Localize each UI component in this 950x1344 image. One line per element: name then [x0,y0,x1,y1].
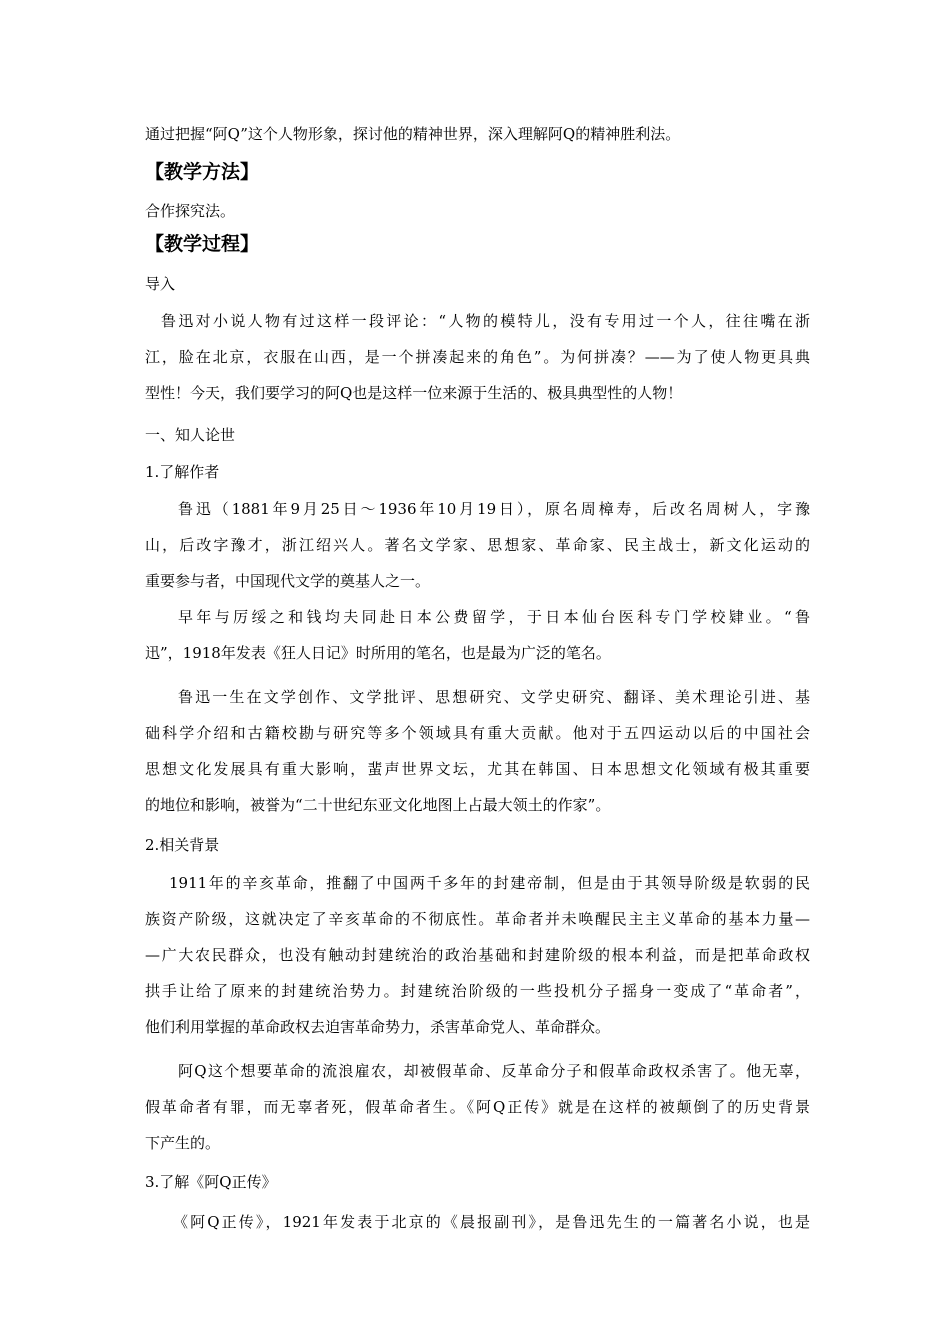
author-paragraph-line: 鲁迅一生在文学创作、文学批评、思想研究、文学史研究、翻译、美术理论引进、基 [178,688,810,706]
subsection-background: 2.相关背景 [145,836,220,854]
subsection-story: 3.了解《阿Q正传》 [145,1173,277,1191]
background-paragraph-line: 族资产阶级，这就决定了辛亥革命的不彻底性。革命者并未唤醒民主主义革命的基本力量— [145,910,810,928]
heading-teaching-method: 【教学方法】 [145,161,260,183]
author-paragraph-line: 重要参与者，中国现代文学的奠基人之一。 [145,572,431,590]
background-paragraph-line: 他们利用掌握的革命政权去迫害革命势力，杀害革命党人、革命群众。 [145,1018,611,1036]
background-paragraph-line: 阿Q这个想要革命的流浪雇农，却被假革命、反革命分子和假革命政权杀害了。他无辜， [178,1062,810,1080]
background-paragraph-line: 下产生的。 [145,1134,221,1152]
heading-teaching-process: 【教学过程】 [145,233,260,255]
author-paragraph-line: 的地位和影响，被誉为“二十世纪东亚文化地图上占最大领土的作家”。 [145,796,611,814]
background-paragraph-line: 拱手让给了原来的封建统治势力。封建统治阶级的一些投机分子摇身一变成了“革命者”， [145,982,810,1000]
author-paragraph-line: 础科学介绍和古籍校勘与研究等多个领域具有重大贡献。他对于五四运动以后的中国社会 [145,724,810,742]
author-paragraph-line: 早年与厉绥之和钱均夫同赴日本公费留学，于日本仙台医科专门学校肄业。“鲁 [178,608,810,626]
intro-line: 江，脸在北京，衣服在山西，是一个拼凑起来的角色”。为何拼凑？——为了使人物更具典 [145,348,810,366]
story-paragraph-line: 《阿Q正传》，1921年发表于北京的《晨报副刊》，是鲁迅先生的一篇著名小说，也是 [173,1213,810,1231]
background-paragraph-line: 1911年的辛亥革命，推翻了中国两千多年的封建帝制，但是由于其领导阶级是软弱的民 [169,874,810,892]
method-text: 合作探究法。 [145,202,236,220]
section-one-heading: 一、知人论世 [145,426,236,444]
objective-line: 通过把握“阿Q”这个人物形象，探讨他的精神世界，深入理解阿Q的精神胜利法。 [145,125,681,143]
author-paragraph-line: 思想文化发展具有重大影响，蜚声世界文坛，尤其在韩国、日本思想文化领域有极其重要 [145,760,810,778]
background-paragraph-line: 假革命者有罪，而无辜者死，假革命者生。《阿Q正传》就是在这样的被颠倒了的历史背景 [145,1098,810,1116]
intro-line: 鲁迅对小说人物有过这样一段评论：“人物的模特儿，没有专用过一个人，往往嘴在浙 [161,312,810,330]
intro-line: 型性！今天，我们要学习的阿Q也是这样一位来源于生活的、极具典型性的人物！ [145,384,683,402]
author-paragraph-line: 鲁迅（1881年9月25日～1936年10月19日），原名周樟寿，后改名周树人，字豫 [178,500,810,518]
background-paragraph-line: —广大农民群众，也没有触动封建统治的政治基础和封建阶级的根本利益，而是把革命政权 [145,946,810,964]
subsection-author: 1.了解作者 [145,463,220,481]
author-paragraph-line: 迅”，1918年发表《狂人日记》时所用的笔名，也是最为广泛的笔名。 [145,644,611,662]
author-paragraph-line: 山，后改字豫才，浙江绍兴人。著名文学家、思想家、革命家、民主战士，新文化运动的 [145,536,810,554]
intro-label: 导入 [145,275,176,293]
